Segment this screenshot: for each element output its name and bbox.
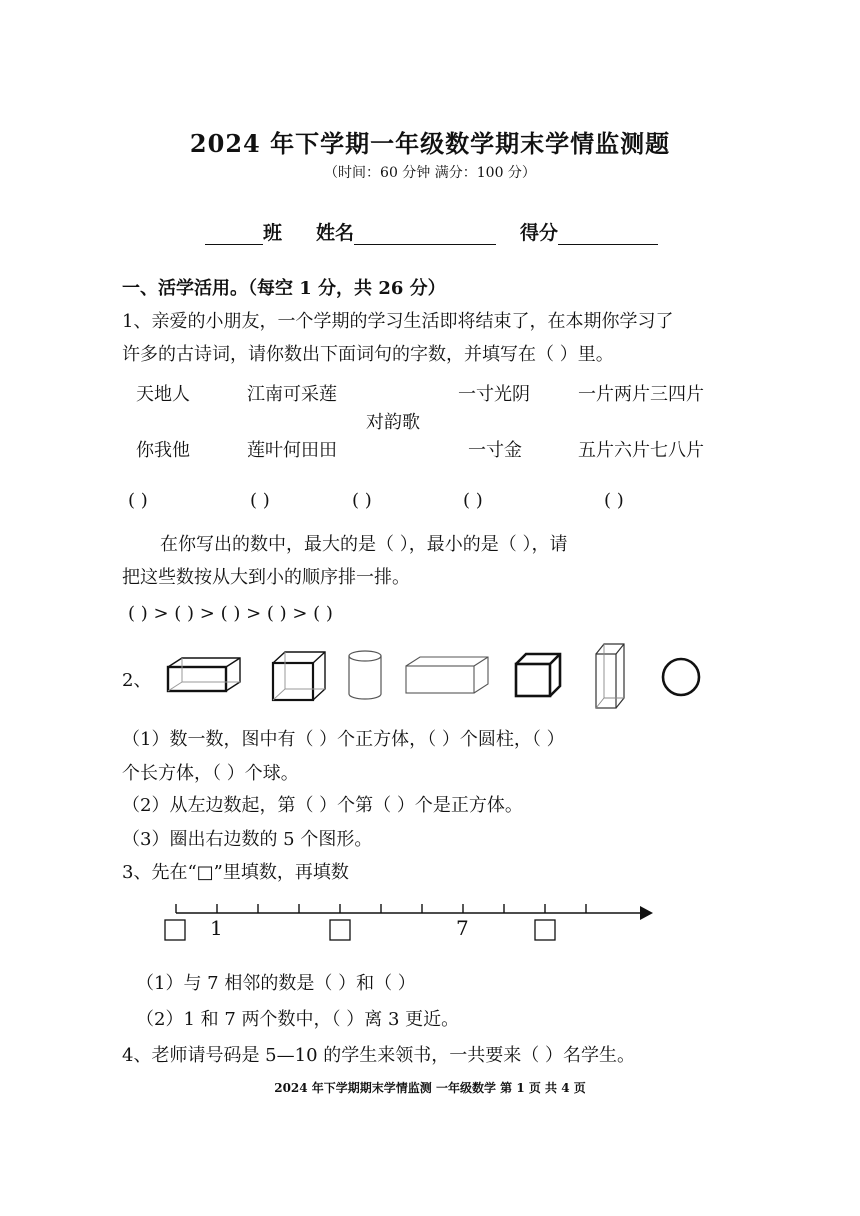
q3-s2: （2）1 和 7 两个数中，（ ）离 3 更近。 (136, 1009, 460, 1030)
answer-blank-3[interactable]: ( ) (352, 490, 372, 511)
poem-yi-cun-1: 一寸光阴 (458, 384, 530, 405)
section-heading: 一、活学活用。（每空 1 分，共 26 分） (122, 278, 446, 299)
fill-box-4 (330, 920, 350, 940)
q2-label: 2、 (122, 670, 152, 691)
answer-blank-2[interactable]: ( ) (250, 490, 270, 511)
poem-dui-yun-ge: 对韵歌 (366, 412, 420, 433)
order-row[interactable]: ( ) > ( ) > ( ) > ( ) > ( ) (128, 603, 333, 624)
answer-blank-1[interactable]: ( ) (128, 490, 148, 511)
class-label: 班 (263, 222, 283, 244)
q3-heading: 3、先在“□”里填数，再填数 (122, 862, 349, 883)
q2-s2: （2）从左边数起，第（ ）个第（ ）个是正方体。 (122, 795, 523, 816)
name-label: 姓名 (316, 222, 355, 244)
q1-line3: 在你写出的数中，最大的是（ ），最小的是（ ），请 (160, 534, 568, 555)
poem-yi-pian-2: 五片六片七八片 (578, 440, 704, 461)
q3-s1: （1）与 7 相邻的数是（ ）和（ ） (136, 973, 416, 994)
q2-s1-line1: （1）数一数，图中有（ ）个正方体，（ ）个圆柱，（ ） (122, 729, 565, 750)
q1-line1: 1、亲爱的小朋友，一个学期的学习生活即将结束了，在本期你学习了 (122, 311, 674, 332)
q2-s3: （3）圈出右边数的 5 个图形。 (122, 829, 373, 850)
answer-blank-4[interactable]: ( ) (463, 490, 483, 511)
poem-jiangnan-2: 莲叶何田田 (247, 440, 337, 461)
q2-s1-line2: 个长方体，（ ）个球。 (122, 763, 299, 784)
poem-jiangnan-1: 江南可采莲 (247, 384, 337, 405)
answer-blank-5[interactable]: ( ) (604, 490, 624, 511)
poem-ni-wo-ta: 你我他 (136, 440, 190, 461)
tick-label-1: 1 (210, 916, 223, 940)
page-title: 2024 年下学期一年级数学期末学情监测题 (189, 129, 671, 158)
page-footer: 2024 年下学期期末学情监测 一年级数学 第 1 页 共 4 页 (274, 1081, 586, 1095)
exam-time-and-score: （时间：60 分钟 满分：100 分） (324, 165, 536, 181)
fill-box-0 (165, 920, 185, 940)
fill-box-9 (535, 920, 555, 940)
poem-yi-cun-2: 一寸金 (468, 440, 522, 461)
q4-text: 4、老师请号码是 5—10 的学生来领书，一共要来（ ）名学生。 (122, 1045, 635, 1066)
score-label: 得分 (520, 222, 559, 244)
q1-line4: 把这些数按从大到小的顺序排一排。 (122, 567, 410, 588)
poem-tian-di-ren: 天地人 (136, 384, 190, 405)
tick-label-7: 7 (456, 916, 469, 940)
poem-yi-pian-1: 一片两片三四片 (578, 384, 704, 405)
q1-line2: 许多的古诗词，请你数出下面词句的字数，并填写在（ ）里。 (122, 344, 614, 365)
